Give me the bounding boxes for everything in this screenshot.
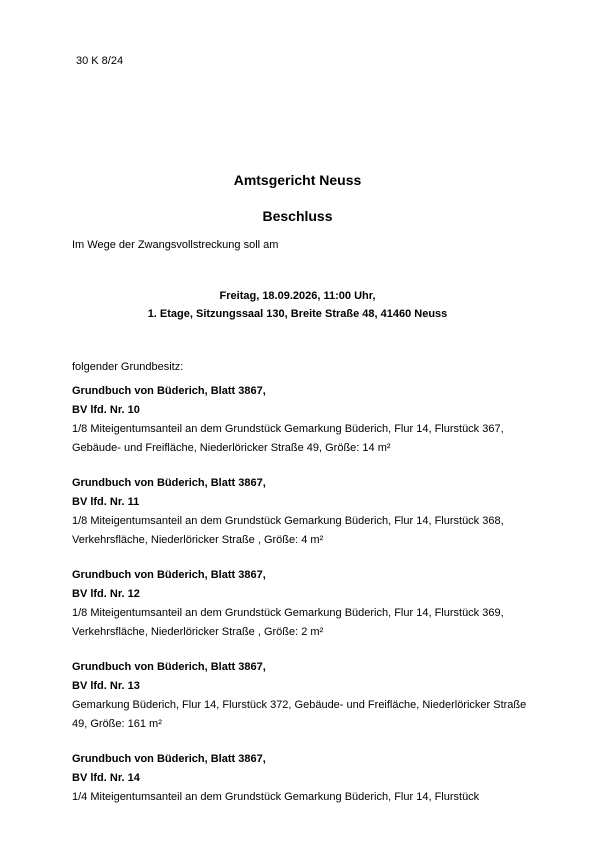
property-description: 1/8 Miteigentumsanteil an dem Grundstück Gemarkung Büderich, Flur 14, Flurstück 368, Verkehrsfläche, Niederlöricker Straße , Größe: 4 m²: [72, 515, 504, 546]
property-label: folgender Grundbesitz:: [72, 361, 184, 373]
bv-number: BV lfd. Nr. 13: [72, 680, 140, 692]
property-entry: [72, 658, 532, 734]
land-register-reference: Grundbuch von Büderich, Blatt 3867,: [72, 753, 266, 765]
land-register-reference: Grundbuch von Büderich, Blatt 3867,: [72, 477, 266, 489]
property-description: 1/8 Miteigentumsanteil an dem Grundstück Gemarkung Büderich, Flur 14, Flurstück 367, Gebäude- und Freifläche, Niederlöricker Straße 49, Größe: 14 m²: [72, 423, 504, 454]
land-register-reference: Grundbuch von Büderich, Blatt 3867,: [72, 385, 266, 397]
document-title: Beschluss: [262, 208, 333, 224]
bv-number: BV lfd. Nr. 14: [72, 772, 140, 784]
property-entry: [72, 474, 532, 550]
property-description: Gemarkung Büderich, Flur 14, Flurstück 372, Gebäude- und Freifläche, Niederlöricker Straße 49, Größe: 161 m²: [72, 699, 527, 730]
court-name: Amtsgericht Neuss: [233, 172, 362, 188]
hearing-place: 1. Etage, Sitzungssaal 130, Breite Straße 48, 41460 Neuss: [147, 308, 448, 320]
bv-number: BV lfd. Nr. 10: [72, 404, 140, 416]
property-description: 1/4 Miteigentumsanteil an dem Grundstück Gemarkung Büderich, Flur 14, Flurstück: [72, 791, 480, 803]
bv-number: BV lfd. Nr. 12: [72, 588, 140, 600]
hearing-date: Freitag, 18.09.2026, 11:00 Uhr,: [219, 290, 376, 302]
intro-text: Im Wege der Zwangsvollstreckung soll am: [72, 239, 279, 251]
property-entry: [72, 382, 532, 458]
property-list: [72, 382, 532, 823]
property-description: 1/8 Miteigentumsanteil an dem Grundstück Gemarkung Büderich, Flur 14, Flurstück 369, Verkehrsfläche, Niederlöricker Straße , Größe: 2 m²: [72, 607, 504, 638]
land-register-reference: Grundbuch von Büderich, Blatt 3867,: [72, 569, 266, 581]
land-register-reference: Grundbuch von Büderich, Blatt 3867,: [72, 661, 266, 673]
case-number: 30 K 8/24: [76, 55, 124, 67]
property-entry: [72, 566, 532, 642]
property-entry: [72, 750, 532, 807]
bv-number: BV lfd. Nr. 11: [72, 496, 140, 508]
